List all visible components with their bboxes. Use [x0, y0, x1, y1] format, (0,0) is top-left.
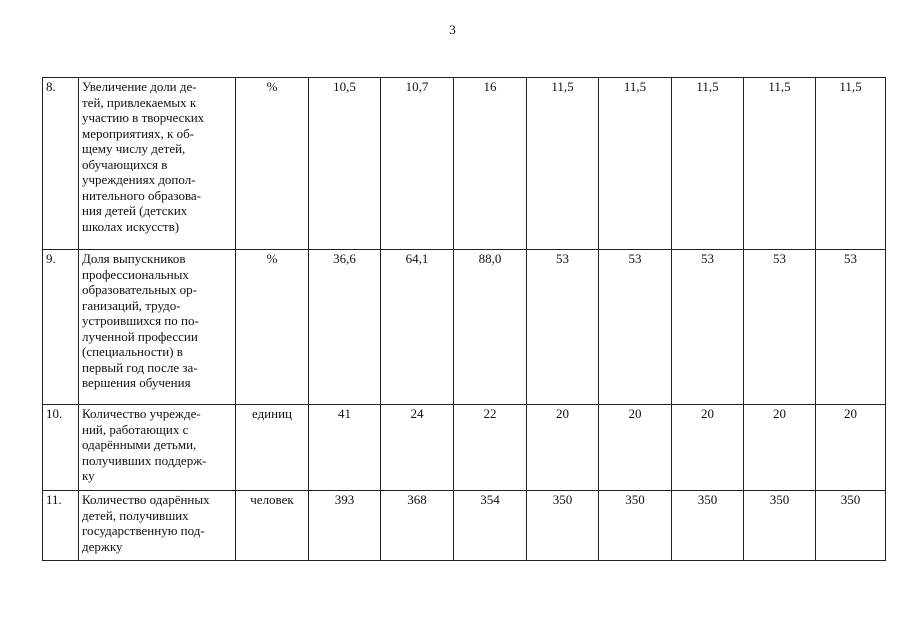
value-cell: 350 — [816, 491, 886, 561]
unit-cell: % — [236, 78, 309, 250]
value-cell: 354 — [454, 491, 527, 561]
value-cell: 53 — [672, 250, 744, 405]
indicator-name-line: ния детей (детских — [82, 203, 188, 218]
indicator-name-line: тей, привлекаемых к — [82, 94, 197, 110]
indicator-name-line: школах искусств) — [82, 218, 180, 234]
value-cell: 20 — [816, 405, 886, 491]
table-row — [43, 250, 886, 405]
value-cell: 20 — [599, 405, 672, 491]
value-cell: 350 — [527, 491, 599, 561]
indicator-name-line: учреждениях допол- — [82, 172, 196, 187]
unit-cell: единиц — [236, 405, 309, 491]
value-cell: 10,7 — [381, 78, 454, 250]
table-row — [43, 491, 886, 561]
value-cell: 393 — [309, 491, 381, 561]
value-cell: 53 — [599, 250, 672, 405]
value-cell: 88,0 — [454, 250, 527, 405]
row-number: 11. — [43, 491, 79, 561]
indicator-name-line: лученной профессии — [82, 328, 198, 344]
value-cell: 53 — [744, 250, 816, 405]
indicator-name — [79, 78, 236, 250]
table-row — [43, 78, 886, 250]
indicator-name-line: ку — [82, 468, 95, 483]
value-cell: 11,5 — [599, 78, 672, 250]
value-cell: 11,5 — [816, 78, 886, 250]
unit-cell: % — [236, 250, 309, 405]
indicator-name-line: ганизаций, трудо- — [82, 297, 181, 313]
indicator-name-line: одарёнными детьми, — [82, 437, 197, 452]
value-cell: 368 — [381, 491, 454, 561]
indicator-name-line: ний, работающих с — [82, 421, 189, 437]
indicator-name-line: обучающихся в — [82, 156, 168, 172]
indicator-name-line: нительного образова- — [82, 187, 202, 203]
indicator-name-line: щему числу детей, — [82, 141, 186, 156]
value-cell: 41 — [309, 405, 381, 491]
indicator-name-line: Количество одарённых — [82, 492, 210, 507]
value-cell: 350 — [744, 491, 816, 561]
value-cell: 350 — [672, 491, 744, 561]
unit-cell: человек — [236, 491, 309, 561]
indicator-name-line: детей, получивших — [82, 507, 189, 523]
value-cell: 24 — [381, 405, 454, 491]
indicator-name-line: участию в творческих — [82, 110, 205, 125]
table-row — [43, 405, 886, 491]
indicator-name-line: получивших поддерж- — [82, 452, 207, 468]
indicator-name-line: первый год после за- — [82, 359, 198, 375]
value-cell: 64,1 — [381, 250, 454, 405]
indicator-name-line: Количество учрежде- — [82, 406, 201, 421]
indicator-name-line: мероприятиях, к об- — [82, 125, 195, 141]
indicator-name-line: (специальности) в — [82, 344, 183, 359]
indicator-name-line: держку — [82, 538, 123, 554]
value-cell: 16 — [454, 78, 527, 250]
indicator-name-line: устроившихся по по- — [82, 313, 199, 328]
indicator-name-line: государственную под- — [82, 523, 205, 538]
row-number: 9. — [43, 250, 79, 405]
indicator-name — [79, 250, 236, 405]
indicator-name — [79, 405, 236, 491]
value-cell: 20 — [527, 405, 599, 491]
value-cell: 22 — [454, 405, 527, 491]
value-cell: 10,5 — [309, 78, 381, 250]
value-cell: 350 — [599, 491, 672, 561]
indicator-name-line: Доля выпускников — [82, 251, 186, 266]
row-number: 10. — [43, 405, 79, 491]
value-cell: 20 — [672, 405, 744, 491]
indicators-table — [42, 77, 886, 561]
page-number: 3 — [449, 22, 456, 37]
indicator-name — [79, 491, 236, 561]
value-cell: 36,6 — [309, 250, 381, 405]
value-cell: 20 — [744, 405, 816, 491]
value-cell: 11,5 — [672, 78, 744, 250]
indicator-name-line: профессиональных — [82, 266, 189, 282]
indicator-name-line: вершения обучения — [82, 375, 191, 390]
value-cell: 53 — [527, 250, 599, 405]
indicator-name-line: образовательных ор- — [82, 282, 197, 297]
value-cell: 11,5 — [527, 78, 599, 250]
value-cell: 53 — [816, 250, 886, 405]
row-number: 8. — [43, 78, 79, 250]
value-cell: 11,5 — [744, 78, 816, 250]
indicator-name-line: Увеличение доли де- — [82, 79, 197, 94]
